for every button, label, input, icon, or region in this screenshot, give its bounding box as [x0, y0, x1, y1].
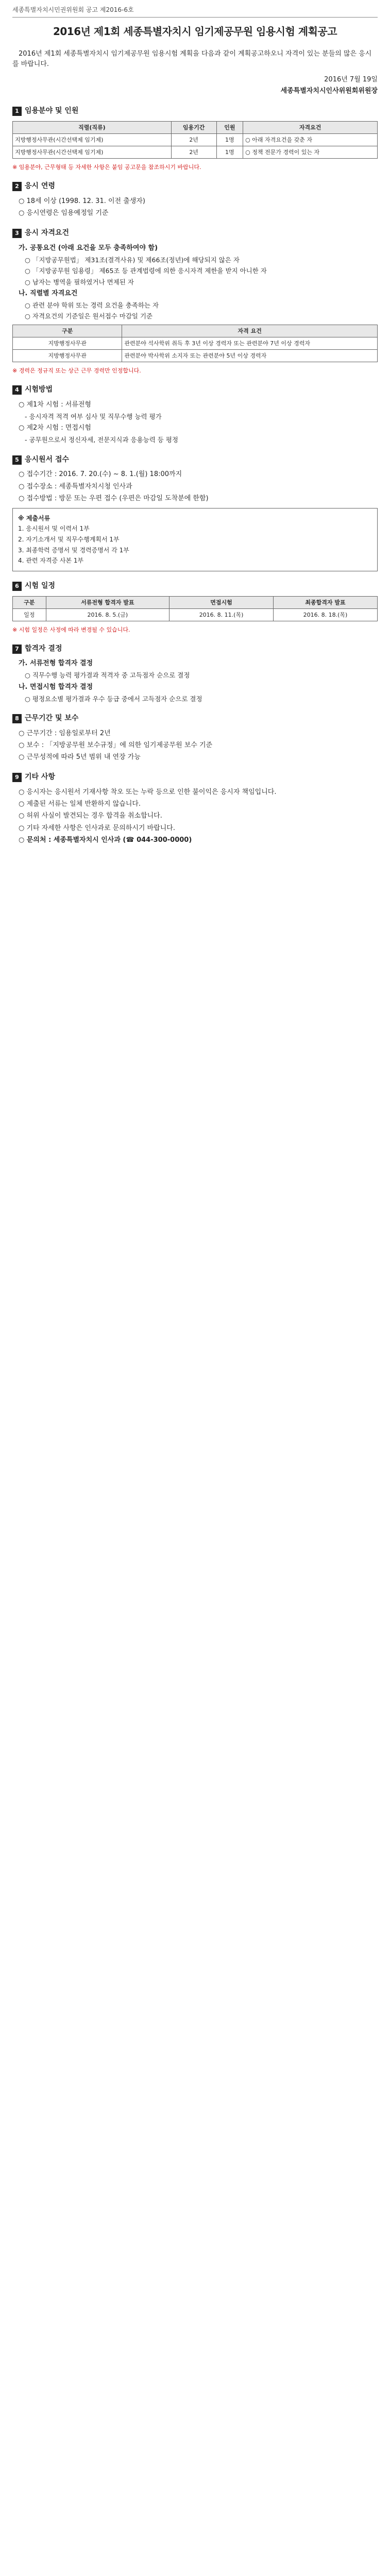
section-2-number: 2 [12, 182, 22, 191]
section-1-heading [12, 106, 378, 117]
section-8-number: 8 [12, 714, 22, 723]
list-item: ○ 접수장소 : 세종특별자치시청 인사과 [19, 482, 132, 490]
section-5-heading [12, 454, 378, 466]
list-item: ○ 보수 : 「지방공무원 보수규정」에 의한 임기제공무원 보수 기준 [19, 741, 213, 750]
list-item: ○ 관련 분야 학위 또는 경력 요건을 충족하는 자 [25, 301, 159, 310]
table-cell: ○ 정책 전문가 경력이 있는 자 [243, 146, 378, 158]
table-row [13, 146, 378, 158]
table-cell: 1명 [216, 133, 243, 146]
list-item: ○ 근무성적에 따라 5년 범위 내 연장 가능 [19, 753, 141, 761]
table-cell: 지방행정사무관(시간선택제 임기제) [13, 133, 172, 146]
section-8-title: 근무기간 및 보수 [25, 714, 79, 723]
schedule-th-3: 면접시험 [169, 596, 274, 608]
list-item: ○ 「지방공무원법」 제31조(결격사유) 및 제66조(정년)에 해당되지 않은 자 [25, 256, 240, 264]
table-cell: 지방행정사무관 [13, 337, 122, 349]
list-item: - 공무원으로서 정신자세, 전문지식과 응용능력 등 평정 [25, 436, 178, 444]
list-item: 2. 자기소개서 및 직무수행계획서 1부 [18, 536, 120, 544]
section-9-number: 9 [12, 773, 22, 782]
table-cell: 2년 [171, 146, 216, 158]
section-5-number: 5 [12, 455, 22, 465]
table-cell: 일정 [13, 608, 46, 621]
table-cell: 2016. 8. 5.(금) [46, 608, 169, 621]
list-item: ○ 제1차 시험 : 서류전형 [19, 400, 91, 409]
section-1-number: 1 [12, 107, 22, 116]
list-item: ○ 응시자는 응시원서 기재사항 착오 또는 누락 등으로 인한 불이익은 응시자 책임입니다. [19, 788, 277, 796]
section-3-number: 3 [12, 229, 22, 238]
table-cell: 지방행정사무관(시간선택제 임기제) [13, 146, 172, 158]
qual-th-2: 자격 요건 [122, 325, 378, 337]
section-7-title: 합격자 결정 [25, 644, 62, 653]
list-item: ○ 허위 사실이 발견되는 경우 합격을 취소합니다. [19, 812, 162, 820]
section-2-title: 응시 연령 [25, 182, 55, 191]
positions-th-3: 인원 [216, 121, 243, 133]
section-6-number: 6 [12, 582, 22, 591]
schedule-th-2: 서류전형 합격자 발표 [46, 596, 169, 608]
section-4-title: 시험방법 [25, 385, 53, 394]
table-cell: 관련분야 박사학위 소지자 또는 관련분야 5년 이상 경력자 [122, 349, 378, 362]
table-row [13, 349, 378, 362]
section-6-heading [12, 581, 378, 592]
list-item: ○ 18세 이상 (1998. 12. 31. 이전 출생자) [19, 197, 145, 205]
list-item: ○ 제2차 시험 : 면접시험 [19, 424, 91, 432]
section-7-heading [12, 643, 378, 655]
list-item: ○ 문의처 : 세종특별자치시 인사과 (☎ 044-300-0000) [19, 836, 192, 844]
section-4-number: 4 [12, 385, 22, 395]
list-item: ○ 평정요소별 평가결과 우수 등급 중에서 고득점자 순으로 결정 [25, 695, 202, 703]
list-item: ○ 기타 자세한 사항은 인사과로 문의하시기 바랍니다. [19, 824, 175, 832]
list-item: 나. 직렬별 자격요건 [19, 289, 78, 297]
schedule-note: ※ 시험 일정은 사정에 따라 변경될 수 있습니다. [12, 626, 130, 633]
table-cell: 1명 [216, 146, 243, 158]
list-item: ○ 근무기간 : 임용일로부터 2년 [19, 730, 111, 738]
section-7-number: 7 [12, 645, 22, 654]
list-item: ○ 응시연령은 임용예정일 기준 [19, 209, 109, 217]
list-item: ※ 제출서류 [18, 514, 50, 522]
positions-th-4: 자격요건 [243, 121, 378, 133]
section-2-heading [12, 181, 378, 192]
positions-note: ※ 임용분야, 근무형태 등 자세한 사항은 붙임 공고문을 참조하시기 바랍니다. [12, 163, 201, 171]
list-item: 4. 관련 자격증 사본 1부 [18, 557, 84, 565]
list-item: ○ 제출된 서류는 일체 반환하지 않습니다. [19, 800, 141, 808]
announce-org: 세종특별자치시인사위원회위원장 [280, 87, 378, 95]
section-5-title: 응시원서 접수 [25, 455, 70, 464]
list-item: 나. 면접시험 합격자 결정 [19, 683, 93, 691]
positions-table [12, 121, 378, 159]
list-item: ○ 접수방법 : 방문 또는 우편 접수 (우편은 마감일 도착분에 한함) [19, 494, 209, 502]
list-item: 가. 서류전형 합격자 결정 [19, 659, 93, 668]
section-3-title: 응시 자격요건 [25, 229, 70, 237]
qualification-remark: ※ 경력은 정규직 또는 상근 근무 경력만 인정합니다. [12, 367, 141, 374]
section-1-title: 임용분야 및 인원 [25, 107, 79, 115]
header-line: 세종특별자치시민권위원회 공고 제2016-6호 [12, 5, 378, 18]
list-item: - 응시자격 적격 여부 심사 및 직무수행 능력 평가 [25, 412, 162, 420]
section-9-title: 기타 사항 [25, 773, 55, 782]
list-item: ○ 직무수행 능력 평가결과 적격자 중 고득점자 순으로 결정 [25, 671, 190, 680]
positions-th-1: 직렬(직류) [13, 121, 172, 133]
table-row [13, 337, 378, 349]
intro-text: 2016년 제1회 세종특별자치시 임기제공무원 임용시험 계획을 다음과 같이 계획공고하오니 자격이 있는 분들의 많은 응시를 바랍니다. [12, 49, 372, 68]
table-cell: ○ 아래 자격요건을 갖춘 자 [243, 133, 378, 146]
list-item: 가. 공통요건 (아래 요건을 모두 충족하여야 함) [19, 244, 158, 252]
list-item: ○ 접수기간 : 2016. 7. 20.(수) ~ 8. 1.(월) 18:00까지 [19, 470, 182, 479]
documents-box [12, 508, 378, 571]
table-cell: 지방행정사무관 [13, 349, 122, 362]
list-item: ○ 남자는 병역을 필하였거나 면제된 자 [25, 278, 134, 286]
table-cell: 2016. 8. 11.(목) [169, 608, 274, 621]
section-3-heading [12, 228, 378, 239]
list-item: 1. 응시원서 및 이력서 1부 [18, 525, 90, 533]
page-title: 2016년 제1회 세종특별자치시 임기제공무원 임용시험 계획공고 [53, 25, 337, 38]
announce-date: 2016년 7월 19일 [324, 75, 378, 83]
section-4-heading [12, 384, 378, 396]
list-item: ○ 「지방공무원 임용령」 제65조 등 관계법령에 의한 응시자격 제한을 받지 아니한 자 [25, 267, 267, 275]
table-cell: 관련분야 석사학위 취득 후 3년 이상 경력자 또는 관련분야 7년 이상 경력자 [122, 337, 378, 349]
schedule-th-4: 최종합격자 발표 [274, 596, 378, 608]
table-cell: 2년 [171, 133, 216, 146]
schedule-th-1: 구분 [13, 596, 46, 608]
section-9-heading [12, 772, 378, 783]
positions-th-2: 임용기간 [171, 121, 216, 133]
section-6-title: 시험 일정 [25, 581, 55, 590]
list-item: ○ 자격요건의 기준일은 원서접수 마감일 기준 [25, 312, 153, 320]
qualification-table [12, 325, 378, 362]
table-row [13, 133, 378, 146]
table-cell: 2016. 8. 18.(목) [274, 608, 378, 621]
table-row [13, 608, 378, 621]
section-8-heading [12, 713, 378, 724]
qual-th-1: 구분 [13, 325, 122, 337]
schedule-table [12, 596, 378, 621]
list-item: 3. 최종학력 증명서 및 경력증명서 각 1부 [18, 546, 129, 554]
